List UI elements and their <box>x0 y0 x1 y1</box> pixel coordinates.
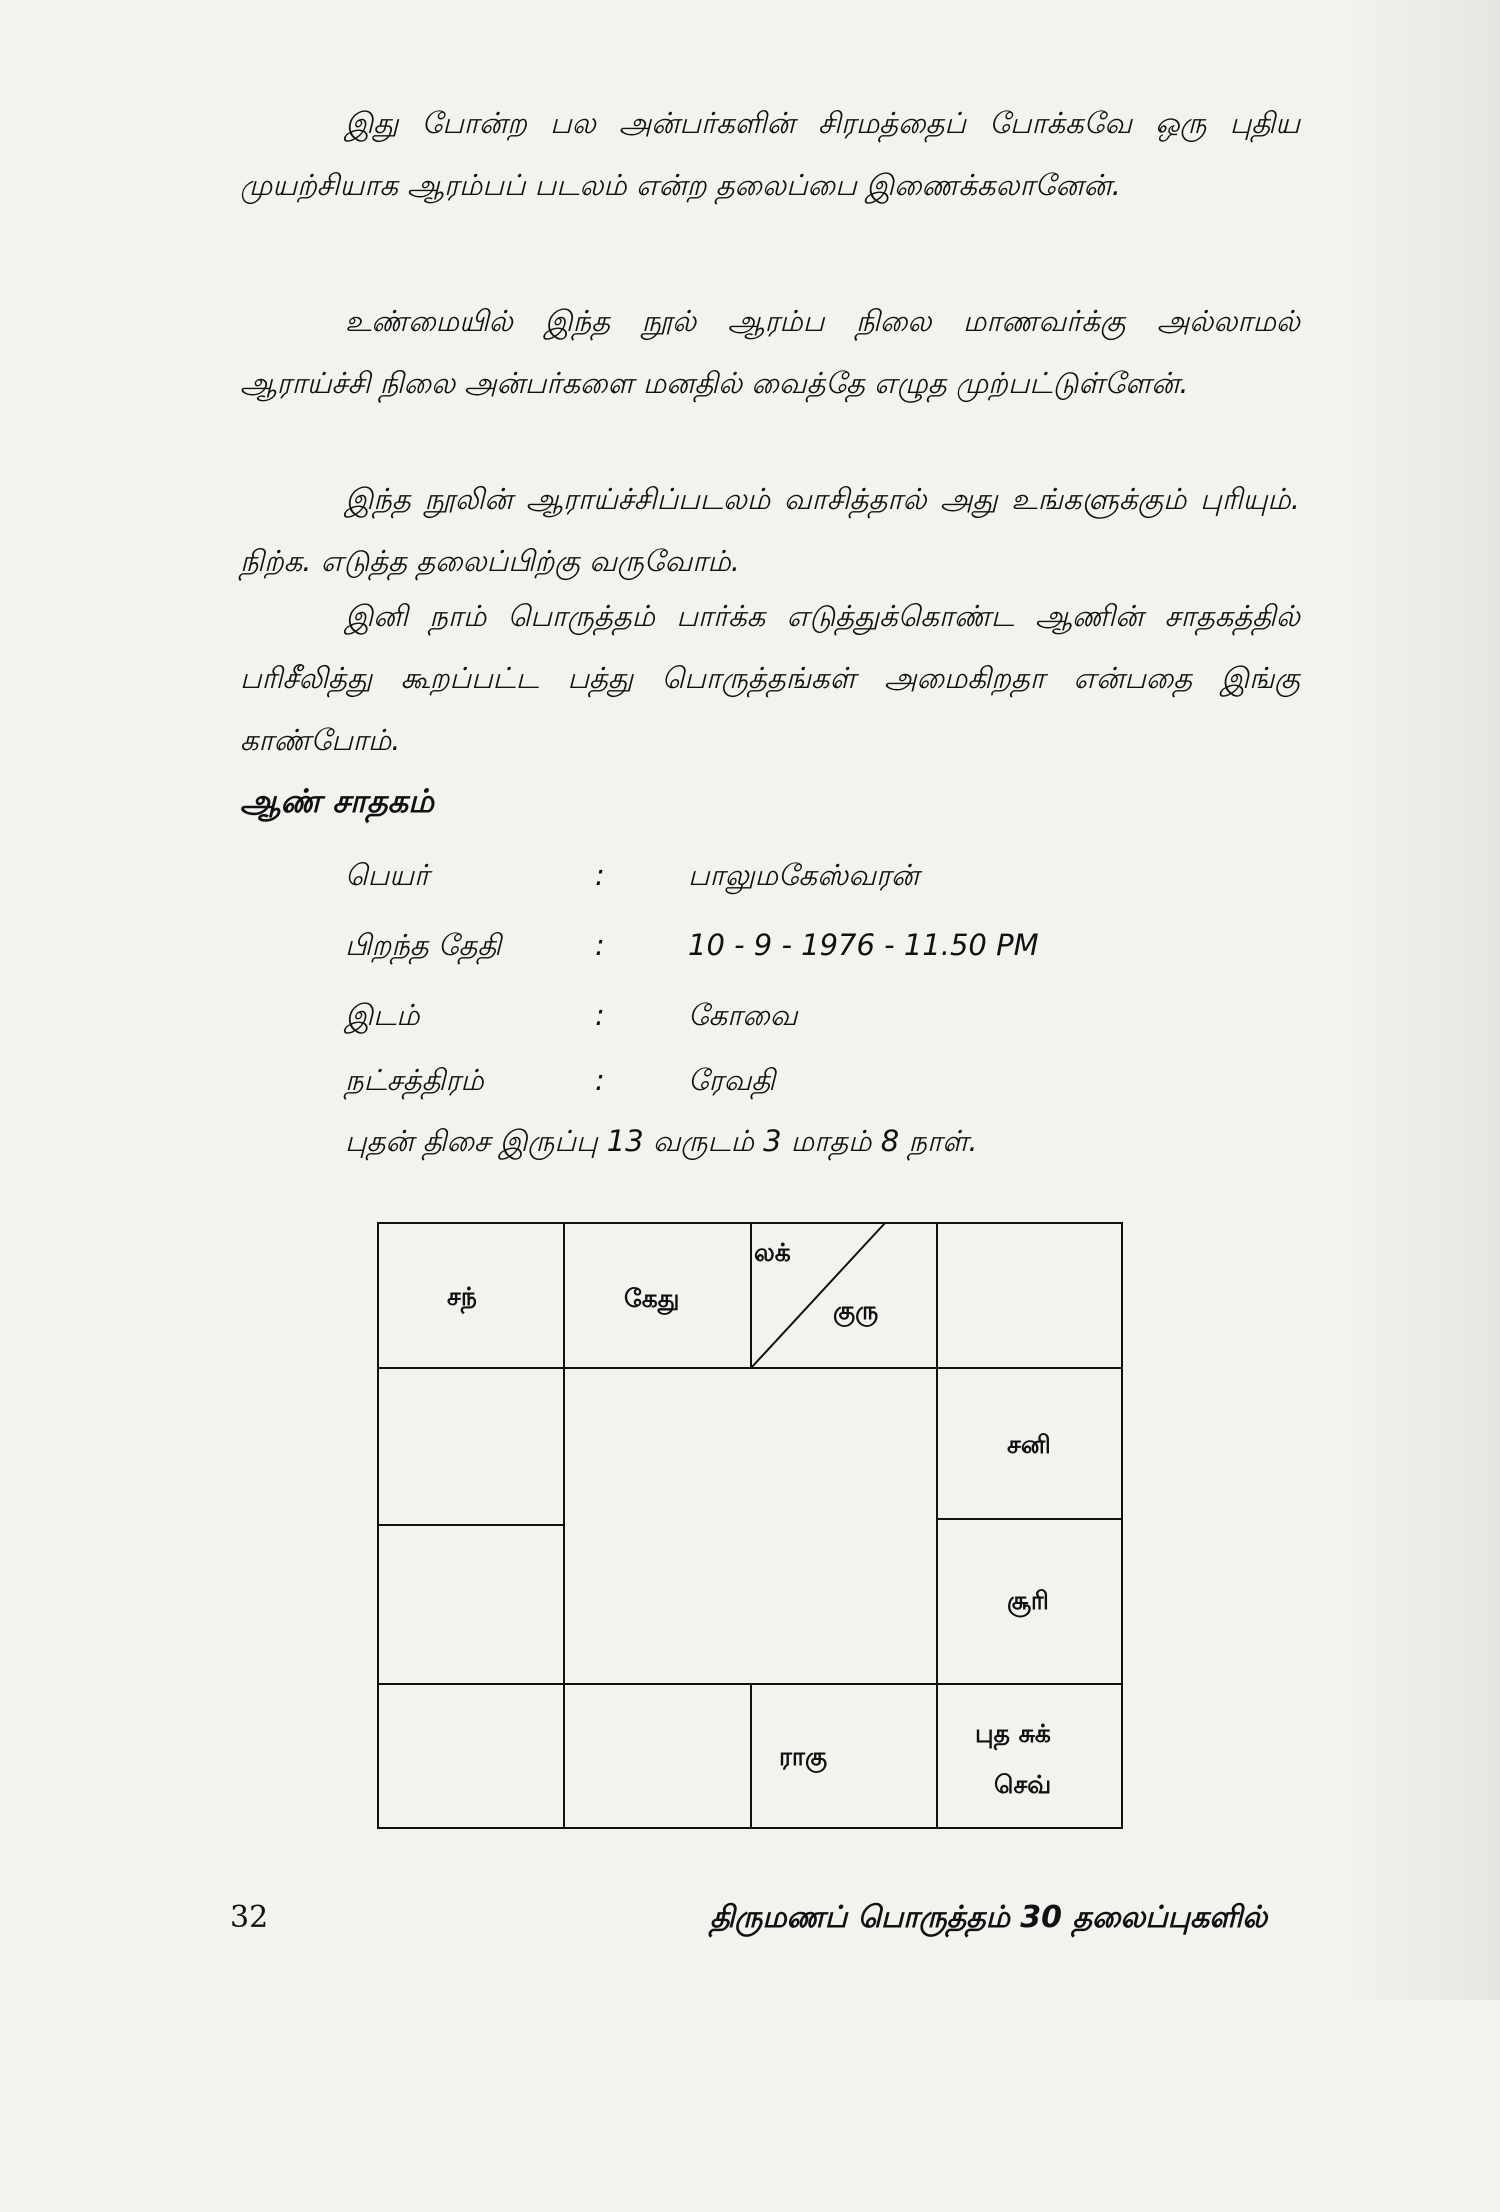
detail-colon: : <box>595 928 605 962</box>
detail-value: கோவை <box>688 998 798 1032</box>
planet-suriya: சூரி <box>1007 1586 1049 1615</box>
paragraph-1: இது போன்ற பல அன்பர்களின் சிரமத்தைப் போக்கவே ஒரு புதிய முயற்சியாக ஆரம்பப் படலம் என்ற தலைப்பை இணைக்கலானேன். <box>240 106 1300 202</box>
paragraph-2: உண்மையில் இந்த நூல் ஆரம்ப நிலை மாணவர்க்கு அல்லாமல் ஆராய்ச்சி நிலை அன்பர்களை மனதில் வைத்தே எழுத முற்பட்டுள்ளேன். <box>240 304 1300 400</box>
detail-colon: : <box>595 1063 605 1097</box>
planet-sani: சனி <box>1007 1430 1051 1459</box>
horoscope-chart <box>377 1222 1127 2212</box>
planet-guru: குரு <box>833 1296 879 1325</box>
detail-label: இடம் <box>345 998 420 1032</box>
detail-label: பிறந்த தேதி <box>345 928 502 962</box>
page-edge-shadow <box>1340 0 1500 2000</box>
running-title: திருமணப் பொருத்தம் 30 தலைப்புகளில் <box>710 1900 1268 1935</box>
detail-label: பெயர் <box>345 858 430 892</box>
section-heading: ஆண் சாதகம் <box>240 782 434 820</box>
planet-chandra: சந் <box>447 1282 477 1311</box>
detail-colon: : <box>595 998 605 1032</box>
detail-value: பாலுமகேஸ்வரன் <box>688 858 920 892</box>
planet-kethu: கேது <box>624 1284 680 1313</box>
paragraph-4: இனி நாம் பொருத்தம் பார்க்க எடுத்துக்கொண்ட ஆணின் சாதகத்தில் பரிசீலித்து கூறப்பட்ட பத்து பொருத்தங்கள் அமைகிறதா என்பதை இங்கு காண்போம். <box>240 599 1300 757</box>
paragraph-3: இந்த நூலின் ஆராய்ச்சிப்படலம் வாசித்தால் அது உங்களுக்கும் புரியும். நிற்க. எடுத்த தலைப்பிற்கு வருவோம். <box>240 482 1300 578</box>
planet-sevvai: செவ் <box>994 1770 1052 1799</box>
detail-value: 10 - 9 - 1976 - 11.50 PM <box>688 928 1039 962</box>
detail-value: ரேவதி <box>688 1063 776 1097</box>
lagna-marker: லக் <box>754 1238 791 1267</box>
planet-budha-sukra: புத சுக் <box>975 1719 1051 1748</box>
page-number: 32 <box>230 1900 269 1935</box>
detail-colon: : <box>595 858 605 892</box>
planet-raagu: ராகு <box>779 1742 828 1771</box>
detail-label: நட்சத்திரம் <box>345 1063 484 1097</box>
dasha-balance: புதன் திசை இருப்பு 13 வருடம் 3 மாதம் 8 நாள். <box>345 1124 978 1158</box>
